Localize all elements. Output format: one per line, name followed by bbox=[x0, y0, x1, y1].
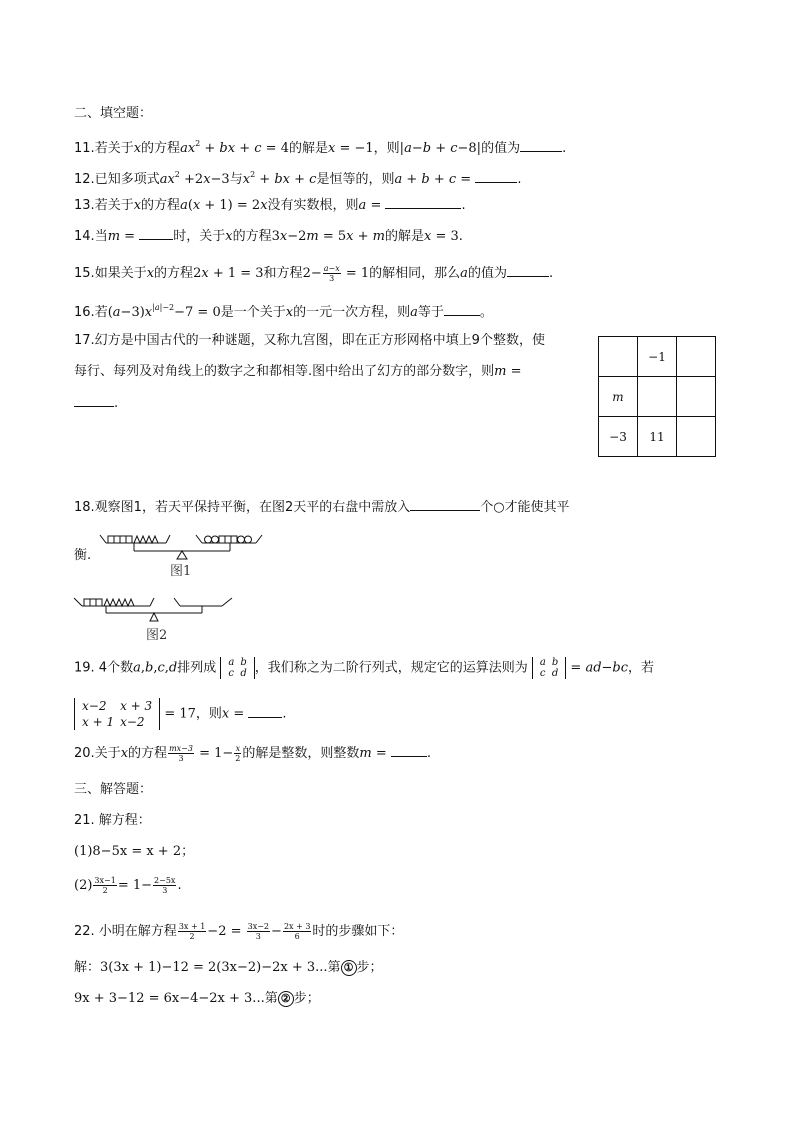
question-15: 15.如果关于x的方程2x + 1 = 3和方程2− $\frac{a-x}{3}$ = 1的解相同，那么a的值为 . bbox=[74, 264, 554, 283]
grid-cell bbox=[677, 337, 716, 377]
question-18-line-1: 18.观察图1，若天平保持平衡，在图2天平的右盘中需放入 个○才能使其平 bbox=[74, 500, 570, 515]
question-16: 16.若$(a-3)x^{|a|-2}-7 = 0$是一个关于x的一元一次方程，则a等于 。 bbox=[74, 303, 493, 320]
question-22-step-2: 9x + 3−12 = 6x−4−2x + 3...第 ② 步； bbox=[74, 991, 320, 1006]
answer-blank[interactable] bbox=[248, 705, 282, 718]
grid-cell bbox=[599, 337, 638, 377]
answer-blank[interactable] bbox=[444, 303, 480, 316]
question-17-line-2: 每行、每列及对角线上的数字之和都相等.图中给出了幻方的部分数字，则m = bbox=[74, 364, 522, 379]
fraction: $\frac{3x + 1}{2}$ bbox=[178, 922, 206, 941]
figure-1-caption: 图1 bbox=[170, 564, 192, 579]
question-22-step-1: 解：3(3x + 1)−12 = 2(3x−2)−2x + 3...第 ① 步； bbox=[74, 960, 383, 975]
question-12: 12.已知多项式$ax^2 +2x-3$与$x^2$ + bx + c是恒等的，则a + b + c = . bbox=[74, 170, 522, 187]
figure-2-caption: 图2 bbox=[146, 628, 168, 643]
question-13: 13.若关于x的方程a(x + 1) = 2x没有实数根，则a = . bbox=[74, 198, 466, 213]
fraction: $\frac{3x-2}{3}$ bbox=[247, 922, 270, 941]
step-number-badge: ① bbox=[341, 960, 357, 976]
answer-blank[interactable] bbox=[475, 170, 517, 183]
grid-cell: −1 bbox=[638, 337, 677, 377]
section-heading-fill-blank: 二、填空题： bbox=[74, 106, 153, 121]
fraction: $\frac{a-x}{3}$ bbox=[323, 264, 340, 283]
fraction: $\frac{x}{2}$ bbox=[235, 744, 241, 763]
determinant: x−2 x + 3 x + 1 x−2 bbox=[74, 698, 160, 730]
grid-cell: −3 bbox=[599, 417, 638, 457]
fraction: $\frac{mx-3}{3}$ bbox=[169, 744, 193, 763]
question-22: 22. 小明在解方程 $\frac{3x + 1}{2}$ −2 = $\frac{3x-2}{3}$ − $\frac{2x + 3}{6}$ 时的步骤如下： bbox=[74, 922, 404, 941]
grid-cell bbox=[677, 377, 716, 417]
question-14: 14.当m = 时，关于x的方程3x−2m = 5x + m的解是x = 3. bbox=[74, 229, 463, 244]
answer-blank[interactable] bbox=[391, 744, 427, 757]
magic-square-grid bbox=[598, 336, 716, 457]
answer-blank[interactable] bbox=[385, 196, 461, 209]
determinant: a b c d bbox=[220, 657, 254, 679]
step-number-badge: ② bbox=[278, 991, 294, 1007]
question-21-part-2: (2) $\frac{3x-1}{2}$ = 1− $\frac{2-5x}{3}$ . bbox=[74, 876, 182, 895]
answer-blank[interactable] bbox=[507, 264, 549, 277]
fraction: $\frac{2-5x}{3}$ bbox=[154, 876, 176, 895]
grid-cell: m bbox=[599, 377, 638, 417]
question-19-line-1: 19. 4个数a,b,c,d排列成 a b c d ，我们称之为二阶行列式，规定它的运算法则为 a b c d = ad−bc，若 bbox=[74, 657, 655, 679]
fraction: $\frac{2x + 3}{6}$ bbox=[283, 922, 311, 941]
question-20: 20.关于x的方程 $\frac{mx-3}{3}$ = 1− $\frac{x}{2}$ 的解是整数，则整数m = . bbox=[74, 744, 432, 763]
question-21-title: 21. 解方程： bbox=[74, 813, 151, 828]
question-19-line-2: x−2 x + 3 x + 1 x−2 = 17，则x = . bbox=[74, 698, 287, 730]
answer-blank[interactable] bbox=[520, 139, 562, 152]
question-17-line-1: 17.幻方是中国古代的一种谜题，又称九宫图，即在正方形网格中填上9个整数，使 bbox=[74, 333, 545, 348]
fraction: $\frac{3x-1}{2}$ bbox=[94, 876, 116, 895]
section-heading-solve: 三、解答题： bbox=[74, 782, 153, 797]
question-17-line-3: . bbox=[74, 394, 118, 414]
grid-cell: 11 bbox=[638, 417, 677, 457]
grid-cell bbox=[677, 417, 716, 457]
determinant: a b c d bbox=[532, 657, 566, 679]
answer-blank[interactable] bbox=[74, 394, 114, 407]
question-18-line-2: 衡. bbox=[74, 548, 92, 563]
question-11: 11.若关于x的方程$ax^2$ + bx + c = 4的解是x = −1，则|a−b + c−8|的值为 . bbox=[74, 139, 567, 156]
grid-cell bbox=[638, 377, 677, 417]
question-21-part-1: (1)8−5x = x + 2； bbox=[74, 844, 195, 859]
balance-figure-2 bbox=[72, 594, 242, 624]
answer-blank[interactable] bbox=[139, 227, 173, 240]
answer-blank[interactable] bbox=[410, 498, 480, 511]
